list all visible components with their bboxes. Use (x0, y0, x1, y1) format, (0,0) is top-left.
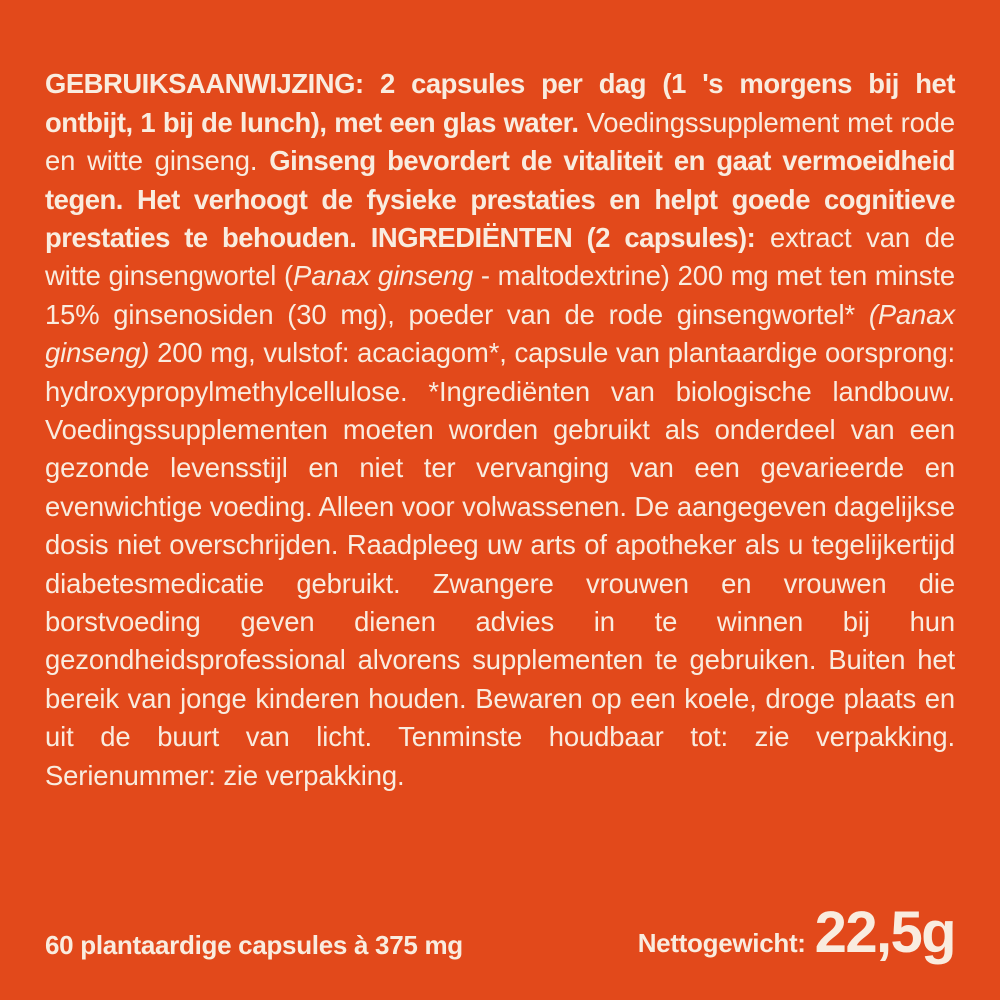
directions-heading: GEBRUIKSAANWIJZING: (45, 68, 364, 100)
health-claim: Ginseng bevordert de vitaliteit en gaat vermoeidheid tegen. Het verhoogt de fysieke prestaties en helpt goede cognitieve prestaties te behouden. (45, 145, 956, 254)
ingredients-heading: INGREDIËNTEN (2 capsules): (356, 222, 756, 254)
directions-body: 2 capsules per dag (1 's morgens bij het ontbijt, 1 bij de lunch), met een glas water. (45, 68, 955, 138)
organic-and-warnings-note: *Ingrediënten van biologische landbouw. Voedingssupplementen moeten worden gebruikt als onderdeel van een gezonde levensstijl en niet ter vervanging van een gevarieerde en evenwichtige voeding. Alleen voor volwassenen. De aangegeven dagelijkse dosis niet overschrijden. Raadpleeg uw arts of apotheker als u tegelijkertijd diabetesmedicatie gebruikt. Zwangere vrouwen en vrouwen die borstvoeding geven dienen advies in te winnen bij hun gezondheidsprofessional alvorens supplementen te gebruiken. Buiten het bereik van jonge kinderen houden. Bewaren op een koele, droge plaats en uit de buurt van licht. Tenminste houdbaar tot: zie verpakking. Serienummer: zie verpakking. (45, 375, 955, 791)
net-weight-value: 22,5g (814, 900, 955, 965)
latin-name-panax-ginseng-red: (Panax ginseng) (45, 298, 955, 369)
latin-name-panax-ginseng-white: Panax ginseng (293, 260, 474, 292)
ingredients-part-3: 200 mg, vulstof: acaciagom*, capsule van plantaardige oorsprong: hydroxypropylmethylcellulose. (45, 337, 955, 407)
label-body-text (45, 65, 955, 795)
net-weight-label: Nettogewicht: (637, 928, 806, 958)
ingredients-part-1: extract van de witte ginsengwortel ( (45, 222, 955, 292)
net-weight-group (637, 900, 955, 965)
supplement-note: Voedingssupplement met rode en witte ginseng. (45, 106, 956, 177)
label-footer (45, 900, 955, 965)
ingredients-part-2: - maltodextrine) 200 mg met ten minste 15% ginsenosiden (30 mg), poeder van de rode ginsengwortel* (45, 260, 955, 330)
capsule-count: 60 plantaardige capsules à 375 mg (45, 930, 463, 960)
